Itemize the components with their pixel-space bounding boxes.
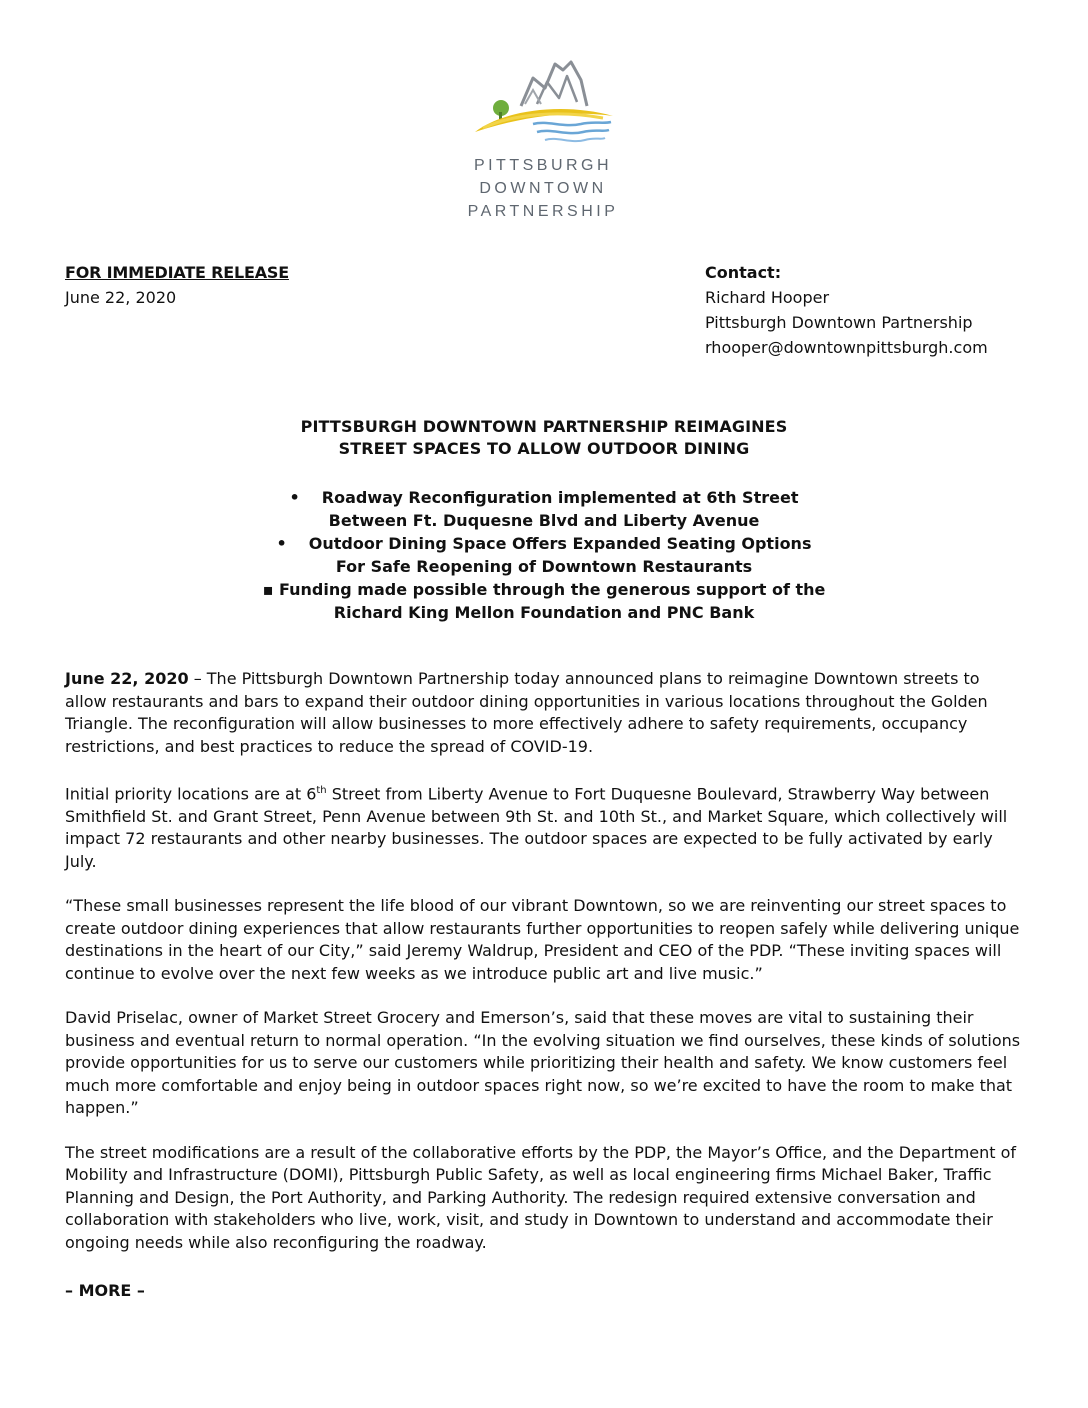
bullet-marker: •: [289, 488, 300, 507]
paragraph-3: “These small businesses represent the life blood of our vibrant Downtown, so we are reinventing our street spaces to create outdoor dining experiences that allow restaurants further opportunities to reopen safely while delivering unique destinations in the heart of our City,” said Jeremy Waldrup, President and CEO of the PDP. “These inviting spaces will continue to evolve over the next few weeks as we introduce public art and live music.”: [65, 896, 1020, 983]
paragraph-4: David Priselac, owner of Market Street Grocery and Emerson’s, said that these moves are vital to sustaining their business and eventual return to normal operation. “In the evolving situation we find ourselves, these kinds of solutions provide opportunities for us to serve our customers while prioritizing their health and safety. We know customers feel much more comfortable and enjoy being in outdoor spaces right now, so we’re excited to have the room to make that happen.”: [65, 1008, 1021, 1118]
contact-block: [705, 260, 988, 360]
bullet-marker: •: [276, 534, 287, 553]
release-label: FOR IMMEDIATE RELEASE: [65, 263, 289, 282]
logo-line-3: PARTNERSHIP: [467, 203, 619, 220]
bullet-item: ▪ Funding made possible through the generous support of the: [262, 580, 826, 599]
bullet-item-continuation: Richard King Mellon Foundation and PNC Bank: [333, 603, 755, 622]
body-text: [65, 668, 1025, 1276]
skyline-icon: [463, 58, 623, 148]
contact-name: Richard Hooper: [705, 288, 830, 307]
release-date: June 22, 2020: [65, 288, 177, 307]
logo-line-2: DOWNTOWN: [479, 180, 607, 197]
paragraph-1: June 22, 2020 – The Pittsburgh Downtown Partnership today announced plans to reimagine Downtown streets to allow restaurants and bars to expand their outdoor dining opportunities in various locations throughout the Golden Triangle. The reconfiguration will allow businesses to more effectively adhere to safety requirements, occupancy restrictions, and best practices to reduce the spread of COVID-19.: [65, 669, 988, 756]
headline-line-1: PITTSBURGH DOWNTOWN PARTNERSHIP REIMAGINES: [300, 417, 788, 436]
summary-bullets: [200, 486, 888, 624]
headline-line-2: STREET SPACES TO ALLOW OUTDOOR DINING: [338, 439, 750, 458]
contact-email[interactable]: rhooper@downtownpittsburgh.com: [705, 338, 988, 357]
bullet-item-continuation: Between Ft. Duquesne Blvd and Liberty Avenue: [328, 511, 760, 530]
release-block: [65, 260, 289, 310]
paragraph-5: The street modifications are a result of the collaborative efforts by the PDP, the Mayor’s Office, and the Department of Mobility and Infrastructure (DOMI), Pittsburgh Public Safety, as well as local engineering firms Michael Baker, Traffic Planning and Design, the Port Authority, and Parking Authority. The redesign required extensive conversation and collaboration with stakeholders who live, work, visit, and study in Downtown to understand and accommodate their ongoing needs while also reconfiguring the roadway.: [65, 1142, 1017, 1252]
headline: [140, 416, 948, 460]
bullet-item: • Outdoor Dining Space Offers Expanded Seating Options: [276, 534, 812, 553]
pdp-logo: [460, 58, 626, 223]
contact-label: Contact:: [705, 263, 782, 282]
bullet-marker: ▪: [262, 580, 274, 599]
dateline: June 22, 2020: [65, 669, 189, 688]
bullet-item: • Roadway Reconfiguration implemented at 6th Street: [289, 488, 799, 507]
bullet-item-continuation: For Safe Reopening of Downtown Restaurants: [335, 557, 753, 576]
contact-org: Pittsburgh Downtown Partnership: [705, 313, 973, 332]
logo-line-1: PITTSBURGH: [473, 157, 613, 174]
paragraph-2: Initial priority locations are at 6th Street from Liberty Avenue to Fort Duquesne Boulevard, Strawberry Way between Smithfield St. and Grant Street, Penn Avenue between 9th St. and 10th St., and Market Square, which collectively will impact 72 restaurants and other nearby businesses. The outdoor spaces are expected to be fully activated by early July.: [65, 784, 1008, 871]
more-marker: – MORE –: [65, 1281, 145, 1300]
